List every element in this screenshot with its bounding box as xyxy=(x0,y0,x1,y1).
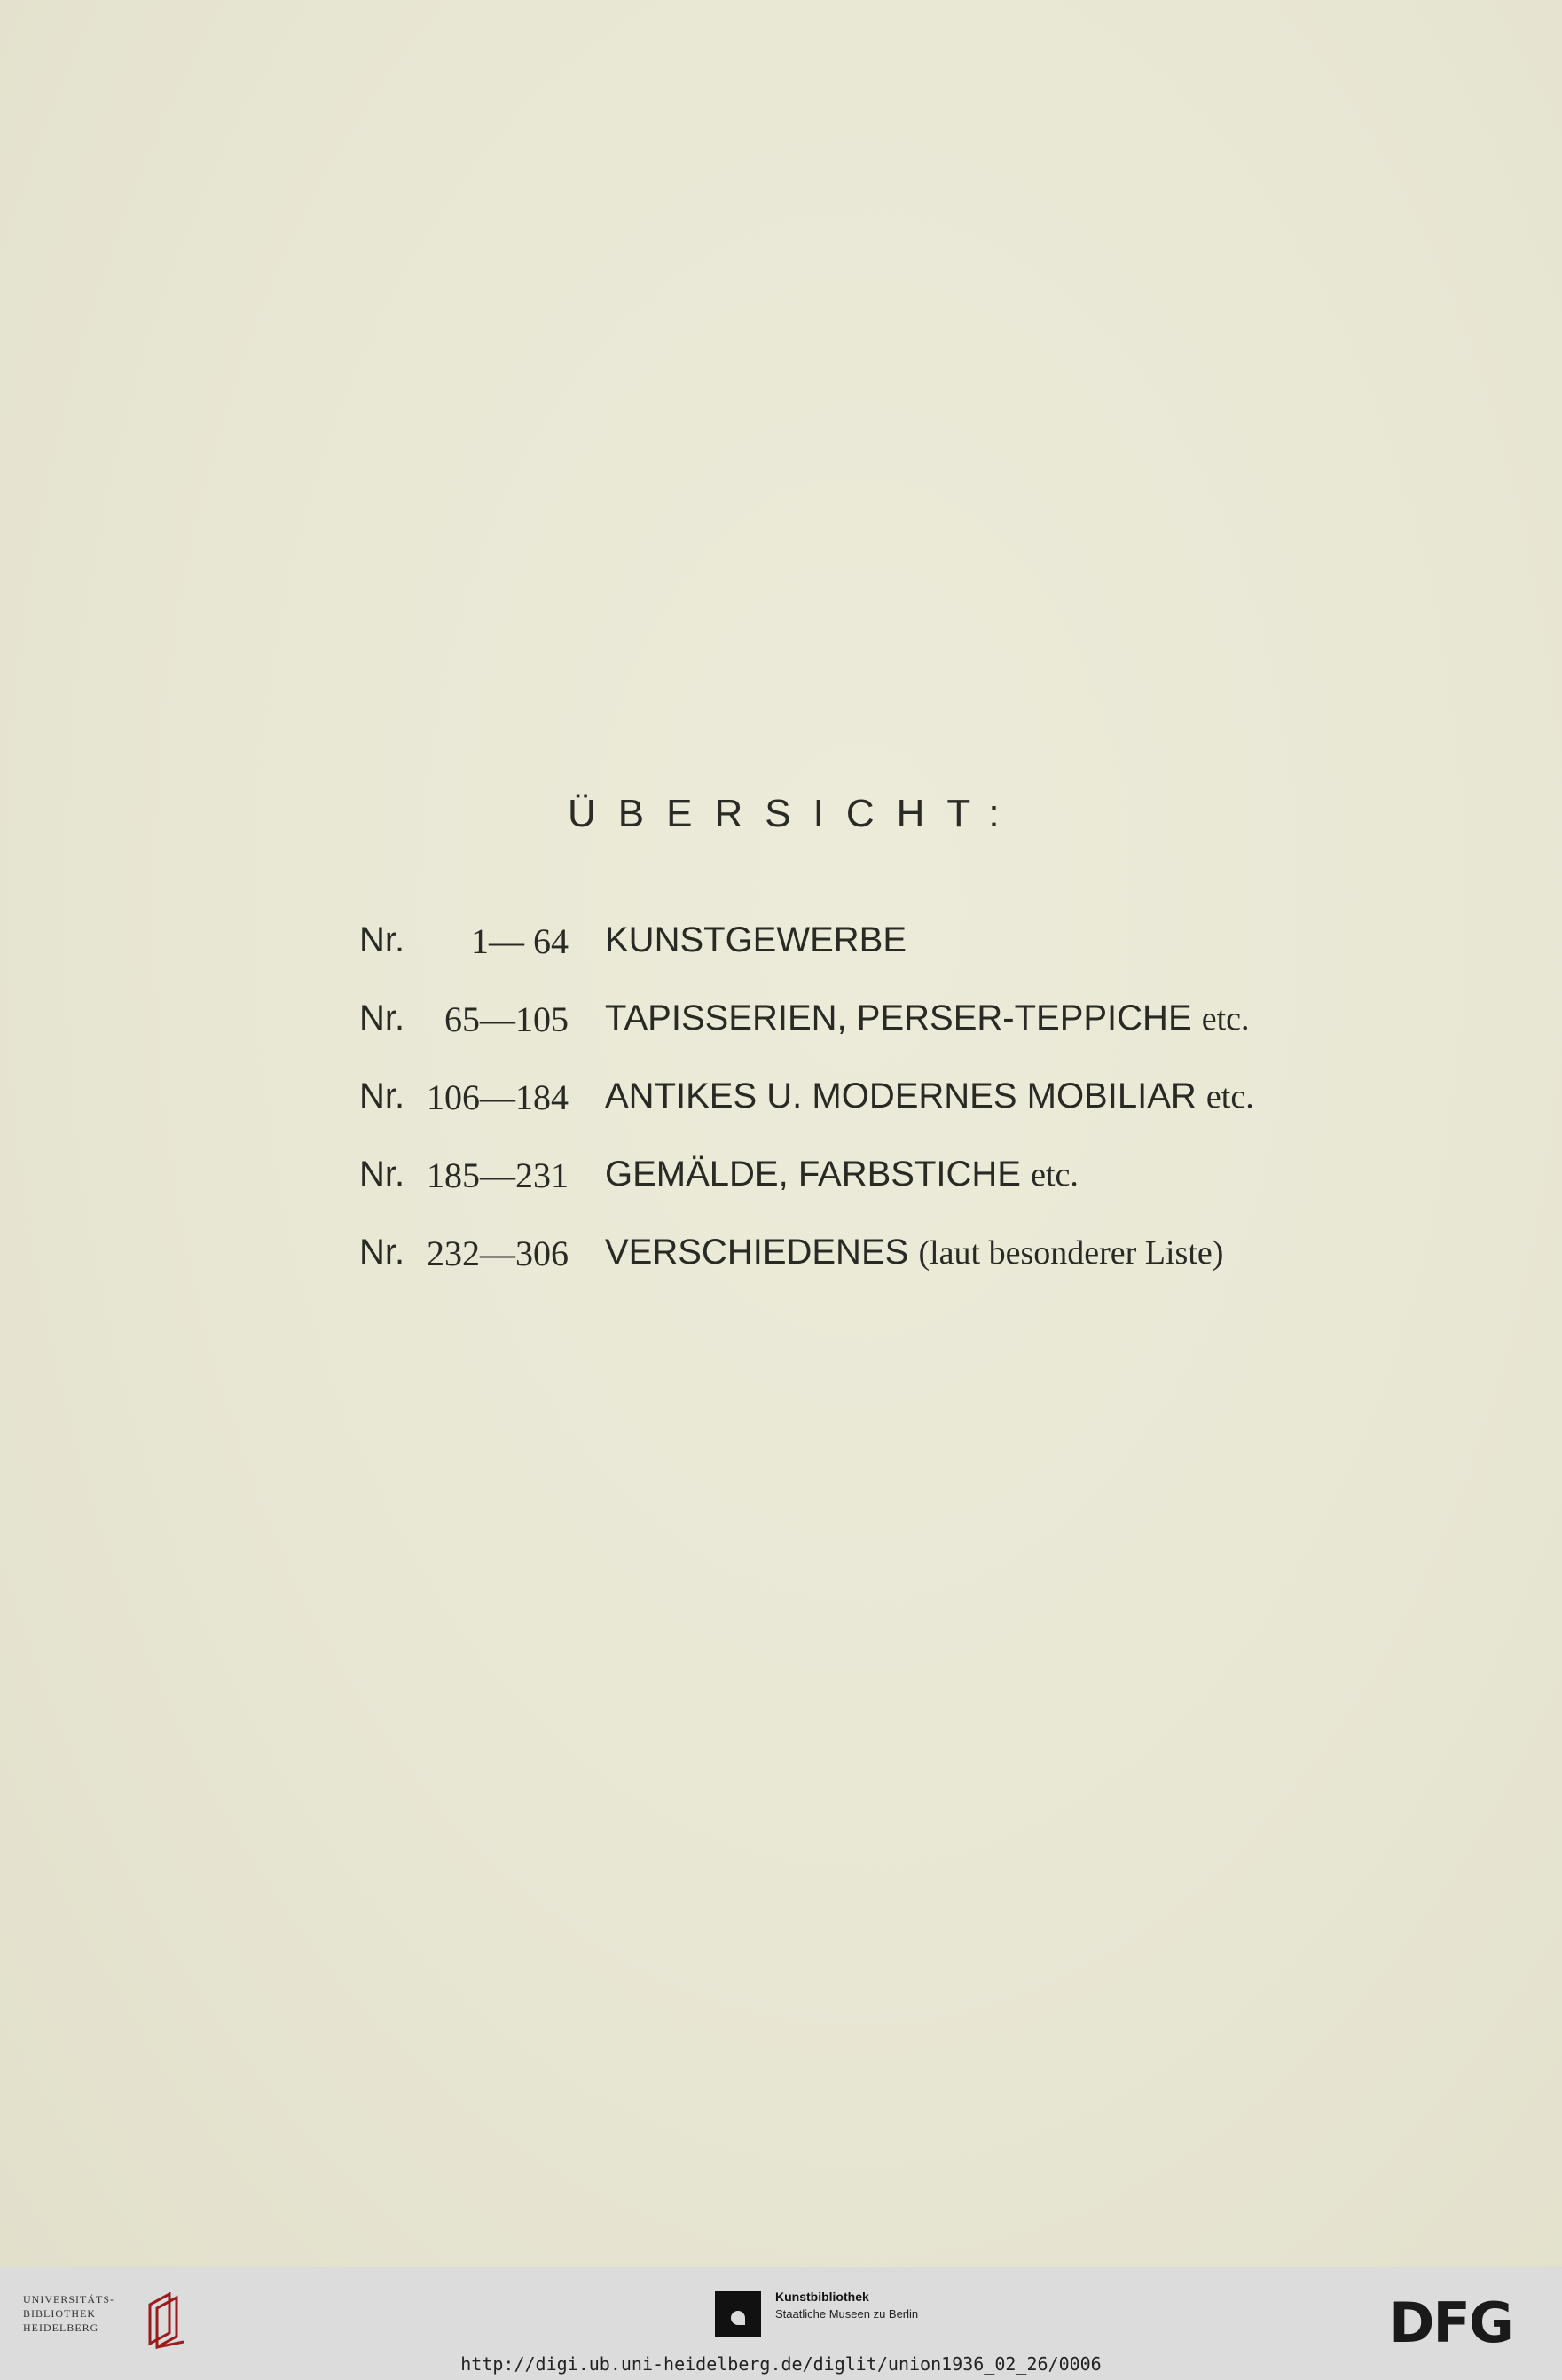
toc-label-text: VERSCHIEDENES xyxy=(605,1233,909,1272)
toc-label-text: GEMÄLDE, FARBSTICHE xyxy=(605,1155,1021,1194)
toc-prefix: Nr. xyxy=(359,920,405,959)
toc-range: 1— 64 xyxy=(471,921,569,961)
toc-prefix: Nr. xyxy=(359,1155,405,1194)
ub-logo-text xyxy=(23,2292,114,2335)
toc-suffix: etc. xyxy=(1205,1078,1254,1116)
toc-range: 106—184 xyxy=(427,1077,569,1117)
toc-suffix: (laut besonderer Liste) xyxy=(918,1234,1224,1272)
toc-row xyxy=(359,1155,1424,1233)
ub-book-icon xyxy=(143,2292,187,2349)
toc-label xyxy=(605,1076,1254,1116)
toc-range: 232—306 xyxy=(427,1233,569,1273)
toc-prefix: Nr. xyxy=(359,998,405,1037)
toc-label-text: KUNSTGEWERBE xyxy=(605,920,907,959)
toc-label-text: TAPISSERIEN, PERSER-TEPPICHE xyxy=(605,998,1192,1037)
toc-label xyxy=(605,1233,1223,1272)
toc-range: 185—231 xyxy=(427,1155,569,1195)
dfg-logo[interactable]: DFG xyxy=(1389,2290,1512,2355)
toc-label xyxy=(605,1155,1079,1194)
table-of-contents xyxy=(359,920,1424,1311)
toc-suffix: etc. xyxy=(1201,1000,1250,1037)
toc-row xyxy=(359,998,1424,1076)
toc-suffix: etc. xyxy=(1031,1156,1079,1194)
toc-label xyxy=(605,920,907,960)
kb-name: Kunstbibliothek xyxy=(775,2290,869,2304)
toc-prefix: Nr. xyxy=(359,1233,405,1272)
toc-row xyxy=(359,1076,1424,1155)
ub-line: BIBLIOTHEK xyxy=(23,2307,96,2320)
kb-subtitle: Staatliche Museen zu Berlin xyxy=(775,2307,919,2321)
ub-heidelberg-logo[interactable] xyxy=(23,2292,200,2345)
kunstbibliothek-mark-icon xyxy=(715,2291,761,2337)
ub-line: HEIDELBERG xyxy=(23,2321,99,2334)
kunstbibliothek-logo[interactable] xyxy=(715,2282,981,2336)
page-title: ÜBERSICHT: xyxy=(568,792,1022,835)
toc-prefix: Nr. xyxy=(359,1076,405,1116)
toc-row xyxy=(359,920,1424,998)
toc-label-text: ANTIKES U. MODERNES MOBILIAR xyxy=(605,1076,1197,1116)
ub-line: UNIVERSITÄTS- xyxy=(23,2293,114,2306)
toc-row xyxy=(359,1233,1424,1311)
toc-label xyxy=(605,998,1250,1038)
toc-range: 65—105 xyxy=(444,999,569,1039)
permalink-url[interactable]: http://digi.ub.uni-heidelberg.de/diglit/union1936_02_26/0006 xyxy=(460,2353,1102,2375)
